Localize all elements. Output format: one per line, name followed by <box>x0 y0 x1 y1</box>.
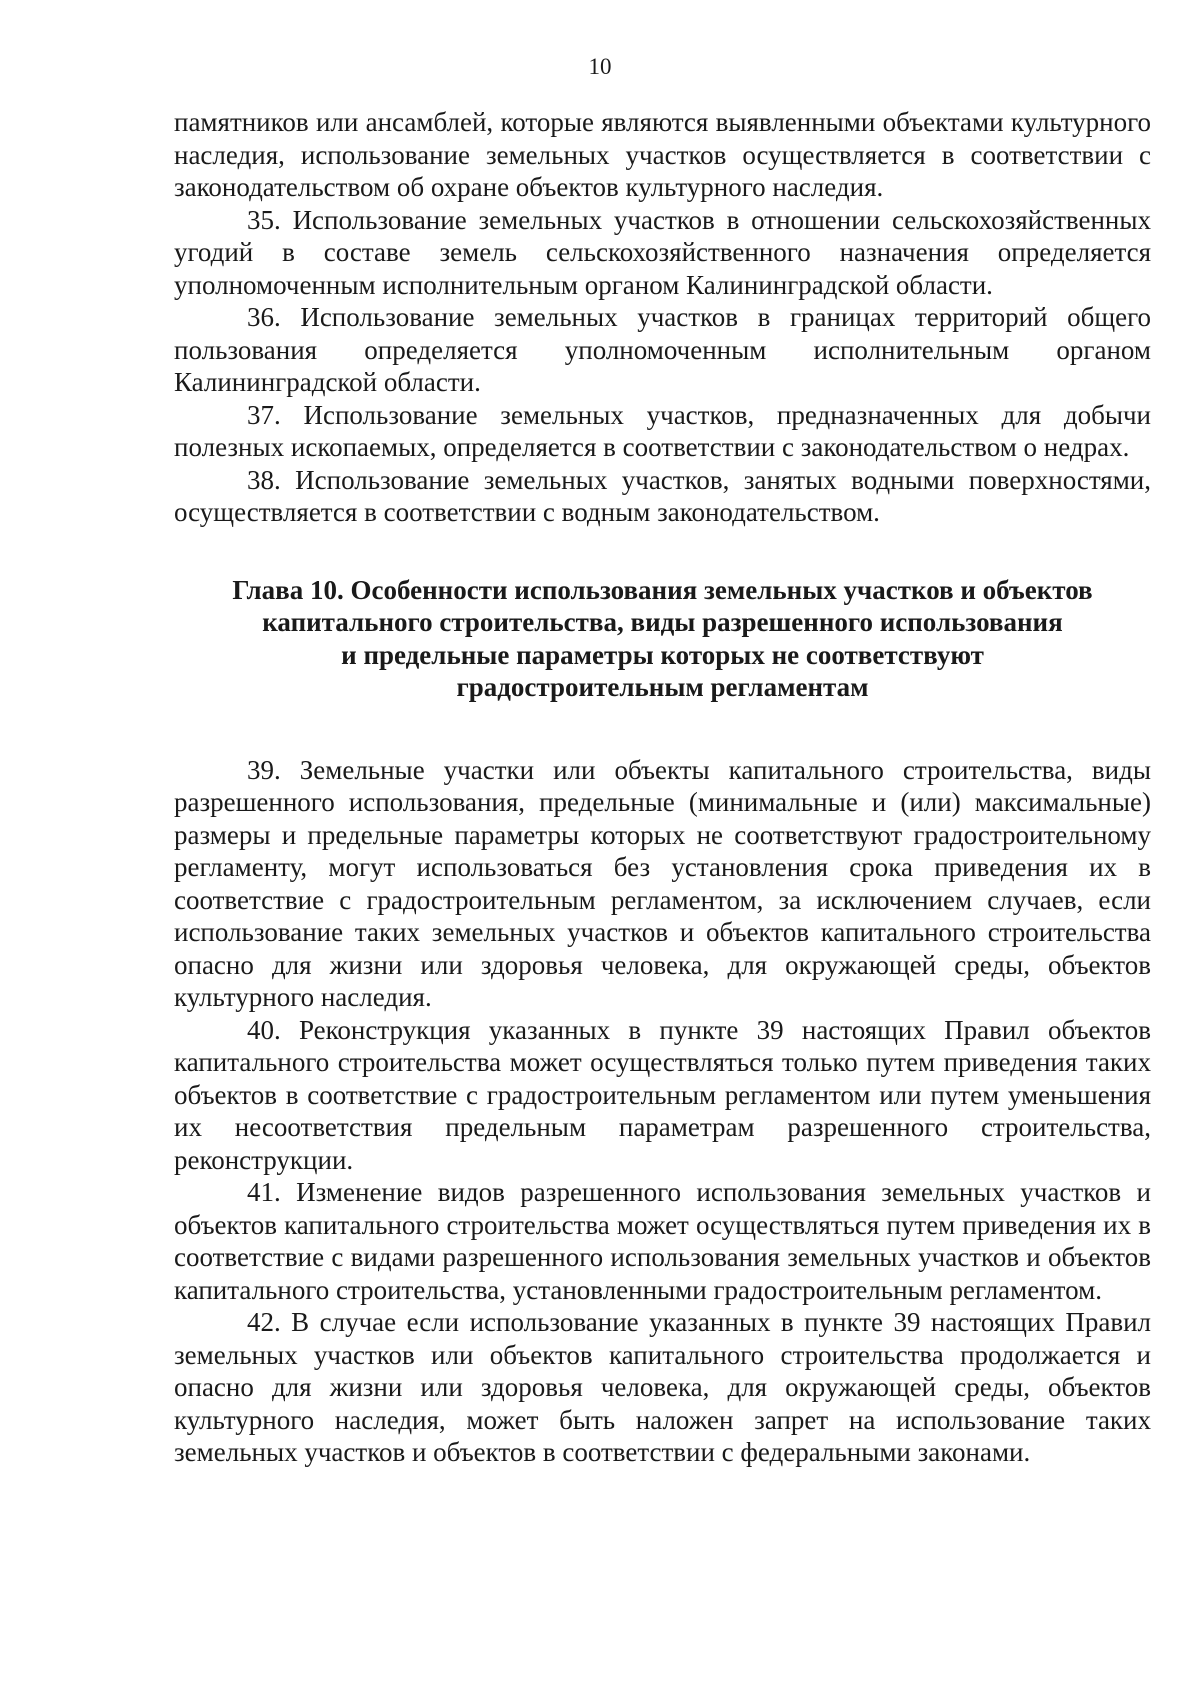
page-number: 10 <box>588 54 612 79</box>
document-body <box>174 106 1151 1469</box>
paragraph-38: 38. Использование земельных участков, занятых водными поверхностями, осуществляется в соответствии с водным законодательством. <box>174 464 1151 527</box>
paragraph-39: 39. Земельные участки или объекты капитального строительства, виды разрешенного использования, предельные (минимальные и (или) максимальные) размеры и предельные параметры которых не соответствуют градостроительному регламенту, могут использоваться без установления срока приведения их в соответствие с градостроительным регламентом, за исключением случаев, если использование таких земельных участков и объектов капитального строительства опасно для жизни или здоровья человека, для окружающей среды, объектов культурного наследия. <box>174 754 1151 1012</box>
paragraph-41: 41. Изменение видов разрешенного использования земельных участков и объектов капитального строительства может осуществляться путем приведения их в соответствие с видами разрешенного использования земельных участков и объектов капитального строительства, установленными градостроительным регламентом. <box>174 1177 1151 1305</box>
paragraph-40: 40. Реконструкция указанных в пункте 39 настоящих Правил объектов капитального строительства может осуществляться только путем приведения таких объектов в соответствие с градостроительным регламентом или путем уменьшения их несоответствия предельным параметрам разрешенного строительства, реконструкции. <box>174 1014 1151 1175</box>
paragraph-continuation: памятников или ансамблей, которые являются выявленными объектами культурного наследия, использование земельных участков осуществляется в соответствии с законодательством об охране объектов культурного наследия. <box>174 107 1151 202</box>
paragraph-42: 42. В случае если использование указанных в пункте 39 настоящих Правил земельных участков или объектов капитального строительства продолжается и опасно для жизни или здоровья человека, для окружающей среды, объектов культурного наследия, может быть наложен запрет на использование таких земельных участков и объектов в соответствии с федеральными законами. <box>174 1307 1151 1467</box>
paragraph-37: 37. Использование земельных участков, предназначенных для добычи полезных ископаемых, определяется в соответствии с законодательством о недрах. <box>174 399 1151 462</box>
chapter-heading-line: градостроительным регламентам <box>456 672 869 702</box>
paragraph-36: 36. Использование земельных участков в границах территорий общего пользования определяется уполномоченным исполнительным органом Калининградской области. <box>174 302 1151 397</box>
paragraph-35: 35. Использование земельных участков в отношении сельскохозяйственных угодий в составе земель сельскохозяйственного назначения определяется уполномоченным исполнительным органом Калининградской области. <box>174 204 1151 300</box>
chapter-heading-line: Глава 10. Особенности использования земельных участков и объектов <box>232 574 1093 605</box>
chapter-heading-line: капитального строительства, виды разрешенного использования <box>262 607 1063 637</box>
chapter-heading <box>174 574 1151 704</box>
chapter-heading-line: и предельные параметры которых не соответствуют <box>341 639 984 670</box>
